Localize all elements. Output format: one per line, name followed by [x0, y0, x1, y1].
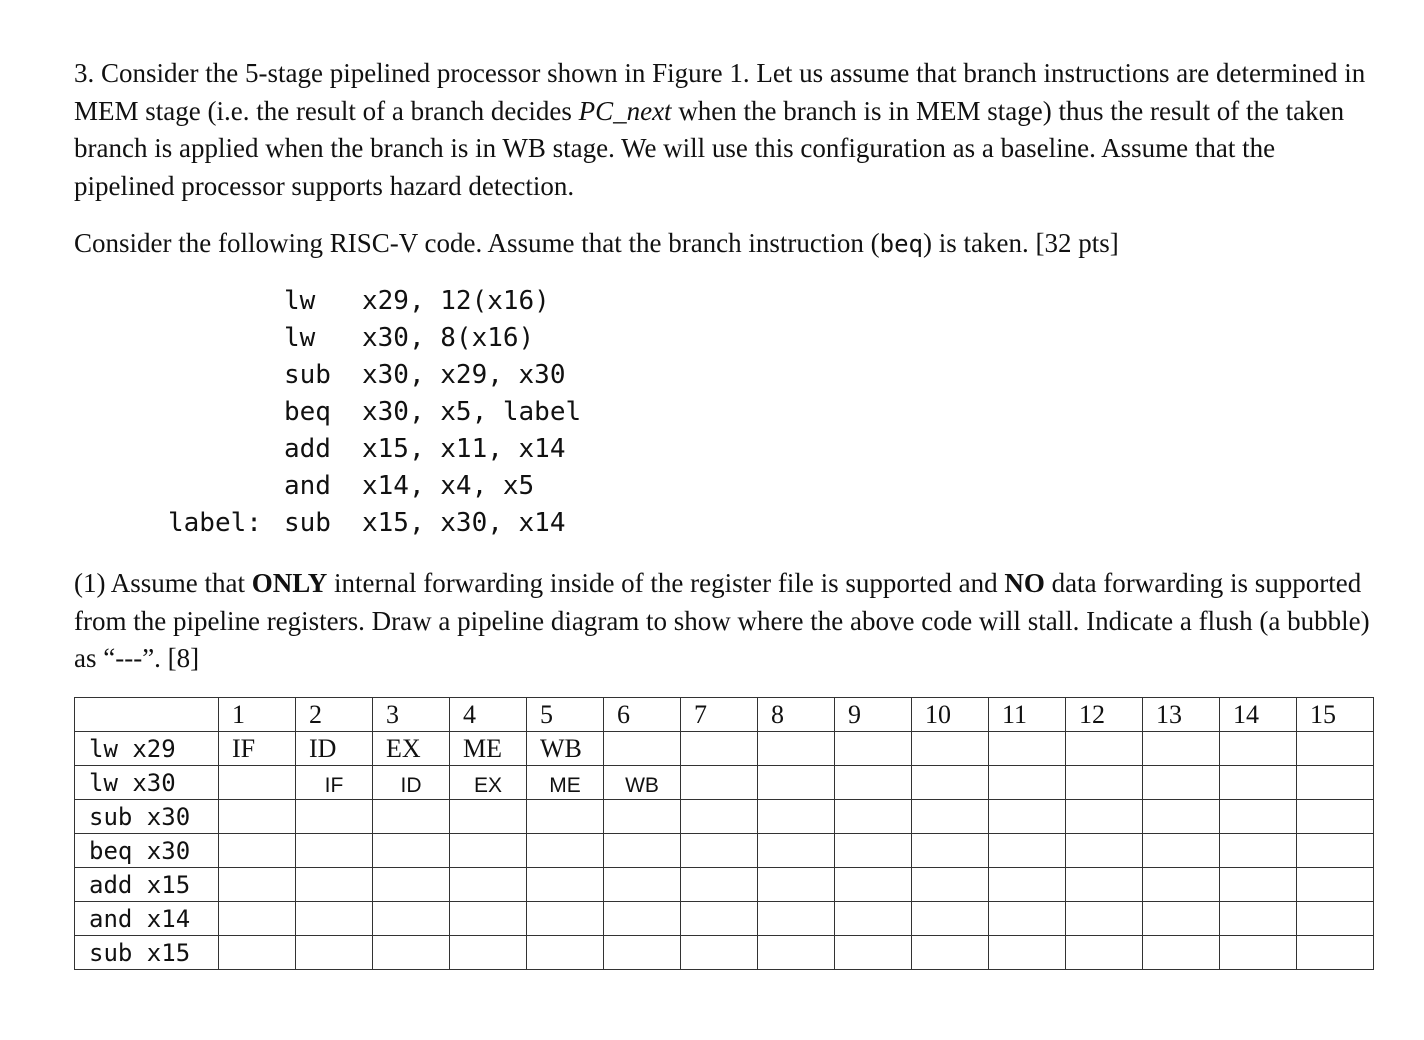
stage-cell[interactable]	[758, 834, 835, 868]
stage-cell[interactable]	[1297, 834, 1374, 868]
stage-cell[interactable]	[1297, 732, 1374, 766]
instruction-label: lw x29	[75, 732, 219, 766]
stage-cell[interactable]	[604, 902, 681, 936]
stage-cell[interactable]	[527, 800, 604, 834]
table-row	[75, 800, 1374, 834]
code-operands: x14, x4, x5	[362, 471, 535, 501]
cycle-header-row	[75, 698, 1374, 732]
stage-cell[interactable]	[1220, 732, 1297, 766]
stage-cell[interactable]: EX	[373, 732, 450, 766]
stage-cell[interactable]	[527, 902, 604, 936]
cycle-number-15: 15	[1297, 698, 1374, 732]
stage-cell[interactable]	[912, 732, 989, 766]
part1-text-a: (1) Assume that	[74, 568, 252, 598]
stage-cell[interactable]	[1066, 834, 1143, 868]
stage-cell[interactable]	[912, 936, 989, 970]
cycle-number-10: 10	[912, 698, 989, 732]
stage-cell[interactable]	[373, 834, 450, 868]
stage-cell[interactable]: ME	[527, 766, 604, 800]
cycle-number-6: 6	[604, 698, 681, 732]
stage-cell[interactable]	[758, 902, 835, 936]
stage-cell[interactable]	[1143, 766, 1220, 800]
stage-cell[interactable]	[989, 800, 1066, 834]
instruction-label: add x15	[75, 868, 219, 902]
intro-text-b: when the branch is in MEM stage) thus the result of the taken branch is applied when the branch is in WB stage. We will use this configuration as a baseline. Assume that the pipelined processor supports hazard detection.	[74, 95, 1345, 201]
stage-cell[interactable]: WB	[604, 766, 681, 800]
cycle-number-5: 5	[527, 698, 604, 732]
stage-cell[interactable]: ID	[373, 766, 450, 800]
code-label	[168, 468, 284, 505]
no-emphasis: NO	[1004, 568, 1045, 598]
stage-cell[interactable]	[219, 766, 296, 800]
stage-cell[interactable]	[912, 766, 989, 800]
stage-cell[interactable]	[1220, 766, 1297, 800]
stage-cell[interactable]	[527, 936, 604, 970]
stage-cell[interactable]	[604, 800, 681, 834]
code-label	[168, 431, 284, 468]
stage-cell[interactable]	[1297, 800, 1374, 834]
cycle-number-11: 11	[989, 698, 1066, 732]
risc-v-code-block	[168, 283, 581, 542]
stage-cell[interactable]	[835, 800, 912, 834]
stage-cell[interactable]	[1143, 834, 1220, 868]
stage-cell[interactable]	[681, 800, 758, 834]
code-operands: x30, 8(x16)	[362, 323, 535, 353]
corner-cell	[75, 698, 219, 732]
stage-cell[interactable]	[758, 732, 835, 766]
stage-cell[interactable]	[912, 868, 989, 902]
code-operands: x29, 12(x16)	[362, 286, 550, 316]
code-operands: x15, x30, x14	[362, 508, 566, 538]
stage-cell[interactable]	[604, 732, 681, 766]
stage-cell[interactable]: ME	[450, 732, 527, 766]
stage-cell[interactable]	[296, 800, 373, 834]
stage-cell[interactable]	[1220, 902, 1297, 936]
part-1-prompt	[74, 565, 1374, 678]
code-intro	[74, 225, 1374, 264]
stage-cell[interactable]	[450, 800, 527, 834]
stage-cell[interactable]	[835, 902, 912, 936]
stage-cell[interactable]	[1297, 868, 1374, 902]
stage-cell[interactable]	[758, 766, 835, 800]
stage-cell[interactable]	[527, 834, 604, 868]
stage-cell[interactable]	[1143, 868, 1220, 902]
code-opcode: sub	[284, 360, 331, 390]
instruction-label: and x14	[75, 902, 219, 936]
stage-cell[interactable]: IF	[219, 732, 296, 766]
instruction-label: sub x30	[75, 800, 219, 834]
intro-text-a: 3. Consider the 5-stage pipelined processor shown in Figure 1. Let us assume that branch instructions are determined in MEM stage (i.e. the result of a branch decides	[74, 58, 1366, 126]
stage-cell[interactable]: ID	[296, 732, 373, 766]
cycle-number-4: 4	[450, 698, 527, 732]
code-operands: x30, x29, x30	[362, 360, 566, 390]
stage-cell[interactable]: WB	[527, 732, 604, 766]
code-operands: x15, x11, x14	[362, 434, 566, 464]
cycle-number-12: 12	[1066, 698, 1143, 732]
stage-cell[interactable]	[450, 936, 527, 970]
stage-cell[interactable]	[1143, 902, 1220, 936]
part1-text-b: internal forwarding inside of the register file is supported and	[327, 568, 1005, 598]
stage-cell[interactable]	[681, 766, 758, 800]
stage-cell[interactable]	[681, 936, 758, 970]
stage-cell[interactable]: EX	[450, 766, 527, 800]
stage-cell[interactable]	[758, 936, 835, 970]
stage-cell[interactable]	[1143, 800, 1220, 834]
stage-cell[interactable]	[450, 868, 527, 902]
stage-cell[interactable]	[1220, 936, 1297, 970]
cycle-number-2: 2	[296, 698, 373, 732]
cycle-number-14: 14	[1220, 698, 1297, 732]
stage-cell[interactable]	[1220, 868, 1297, 902]
stage-cell[interactable]	[219, 936, 296, 970]
table-row	[75, 766, 1374, 800]
code-operands: x30, x5, label	[362, 397, 582, 427]
stage-cell[interactable]	[1220, 834, 1297, 868]
stage-cell[interactable]	[989, 868, 1066, 902]
table-row	[75, 902, 1374, 936]
stage-cell[interactable]	[1143, 732, 1220, 766]
stage-cell[interactable]	[1297, 766, 1374, 800]
code-intro-text-b: ) is taken. [32 pts]	[923, 228, 1119, 258]
stage-cell[interactable]	[681, 834, 758, 868]
question-3-intro	[74, 55, 1374, 205]
stage-cell[interactable]	[1066, 868, 1143, 902]
cycle-number-8: 8	[758, 698, 835, 732]
code-line	[168, 320, 581, 357]
cycle-number-1: 1	[219, 698, 296, 732]
code-opcode: add	[284, 434, 331, 464]
stage-cell[interactable]	[527, 868, 604, 902]
stage-cell[interactable]	[989, 902, 1066, 936]
instruction-label: beq x30	[75, 834, 219, 868]
stage-cell[interactable]	[450, 902, 527, 936]
code-label	[168, 320, 284, 357]
stage-cell[interactable]	[1066, 732, 1143, 766]
stage-cell[interactable]	[219, 800, 296, 834]
stage-cell[interactable]	[681, 868, 758, 902]
stage-cell[interactable]	[758, 800, 835, 834]
stage-cell[interactable]	[1066, 766, 1143, 800]
only-emphasis: ONLY	[251, 568, 328, 598]
stage-cell[interactable]	[604, 868, 681, 902]
instruction-label: lw x30	[75, 766, 219, 800]
code-opcode: lw	[284, 323, 316, 353]
code-opcode: lw	[284, 286, 316, 316]
code-line	[168, 394, 581, 431]
cycle-number-7: 7	[681, 698, 758, 732]
pc-next-term: PC_next	[578, 95, 672, 126]
code-label	[168, 357, 284, 394]
stage-cell[interactable]	[835, 936, 912, 970]
table-row	[75, 834, 1374, 868]
instruction-label: sub x15	[75, 936, 219, 970]
code-intro-text-a: Consider the following RISC-V code. Assume that the branch instruction (	[74, 228, 880, 258]
table-row	[75, 936, 1374, 970]
stage-cell[interactable]	[912, 800, 989, 834]
stage-cell[interactable]	[1143, 936, 1220, 970]
stage-cell[interactable]	[835, 868, 912, 902]
code-line	[168, 357, 581, 394]
code-line	[168, 505, 581, 542]
table-row	[75, 868, 1374, 902]
stage-cell[interactable]	[373, 902, 450, 936]
stage-cell[interactable]	[296, 834, 373, 868]
stage-cell[interactable]	[912, 834, 989, 868]
part1-text-c: data forwarding is supported from the pipeline registers. Draw a pipeline diagram to show where the above code will stall. Indicate a flush (a bubble) as “---”. [8]	[74, 568, 1370, 673]
stage-cell[interactable]	[758, 868, 835, 902]
stage-cell[interactable]	[681, 902, 758, 936]
code-line	[168, 283, 581, 320]
code-line	[168, 468, 581, 505]
stage-cell[interactable]: IF	[296, 766, 373, 800]
stage-cell[interactable]	[912, 902, 989, 936]
stage-cell[interactable]	[989, 732, 1066, 766]
code-label: label:	[168, 508, 262, 538]
stage-cell[interactable]	[373, 936, 450, 970]
stage-cell[interactable]	[1220, 800, 1297, 834]
stage-cell[interactable]	[1066, 902, 1143, 936]
stage-cell[interactable]	[835, 732, 912, 766]
stage-cell[interactable]	[296, 868, 373, 902]
stage-cell[interactable]	[1066, 936, 1143, 970]
stage-cell[interactable]	[835, 834, 912, 868]
code-opcode: beq	[284, 397, 331, 427]
pipeline-diagram-table	[74, 697, 1374, 970]
stage-cell[interactable]	[296, 902, 373, 936]
code-label	[168, 283, 284, 320]
stage-cell[interactable]	[835, 766, 912, 800]
cycle-number-3: 3	[373, 698, 450, 732]
cycle-number-13: 13	[1143, 698, 1220, 732]
stage-cell[interactable]	[681, 732, 758, 766]
stage-cell[interactable]	[450, 834, 527, 868]
code-opcode: and	[284, 471, 331, 501]
stage-cell[interactable]	[1297, 902, 1374, 936]
stage-cell[interactable]	[373, 868, 450, 902]
stage-cell[interactable]	[373, 800, 450, 834]
beq-inline-code: beq	[879, 230, 923, 258]
stage-cell[interactable]	[219, 902, 296, 936]
cycle-number-9: 9	[835, 698, 912, 732]
code-line	[168, 431, 581, 468]
code-opcode: sub	[284, 508, 331, 538]
stage-cell[interactable]	[219, 868, 296, 902]
code-label	[168, 394, 284, 431]
stage-cell[interactable]	[989, 936, 1066, 970]
stage-cell[interactable]	[604, 834, 681, 868]
stage-cell[interactable]	[1297, 936, 1374, 970]
table-row	[75, 732, 1374, 766]
stage-cell[interactable]	[989, 766, 1066, 800]
stage-cell[interactable]	[604, 936, 681, 970]
stage-cell[interactable]	[989, 834, 1066, 868]
stage-cell[interactable]	[296, 936, 373, 970]
stage-cell[interactable]	[219, 834, 296, 868]
stage-cell[interactable]	[1066, 800, 1143, 834]
